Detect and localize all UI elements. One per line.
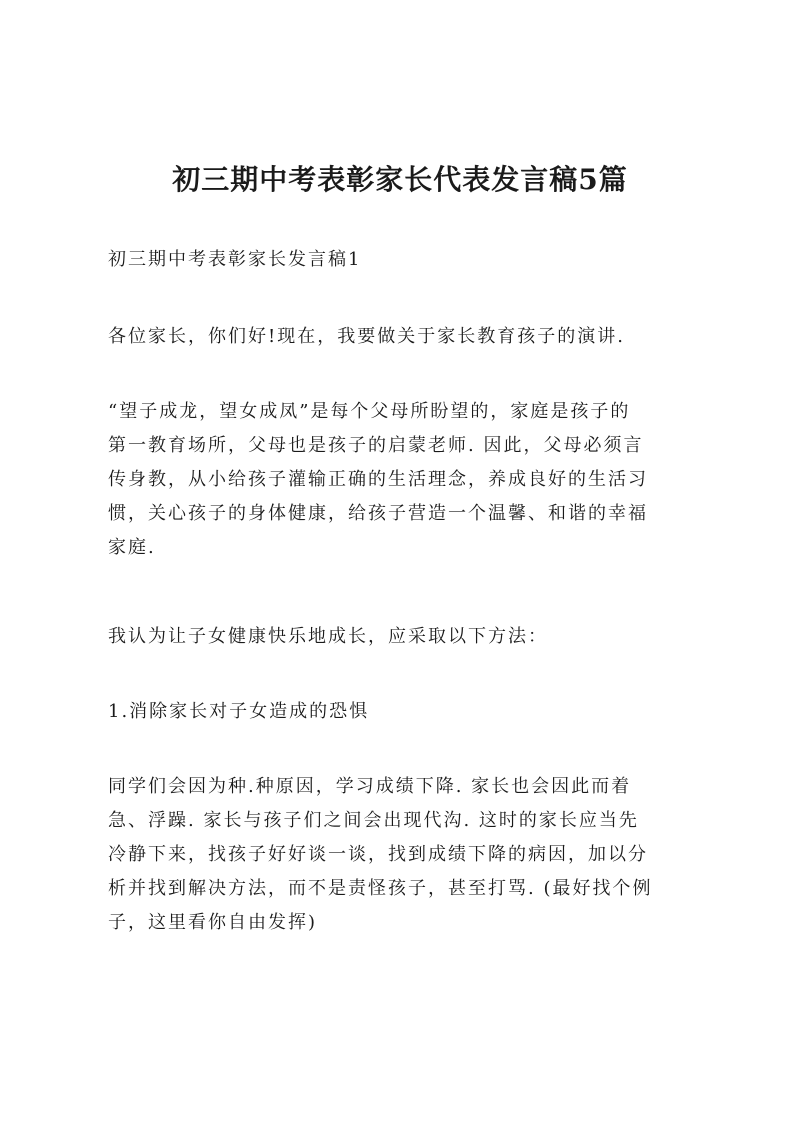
paragraph-line: 析并找到解决方法，而不是责怪孩子，甚至打骂. (最好找个例 — [108, 878, 653, 899]
greeting-paragraph: 各位家长，你们好!现在，我要做关于家长教育孩子的演讲. — [108, 326, 625, 347]
paragraph-line: 冷静下来，找孩子好好谈一谈，找到成绩下降的病因，加以分 — [108, 844, 648, 865]
paragraph-line: 同学们会因为种.种原因，学习成绩下降. 家长也会因此而着 — [108, 776, 632, 797]
section-subtitle: 初三期中考表彰家长发言稿1 — [108, 249, 362, 270]
item-body-paragraph — [108, 770, 698, 940]
paragraph-line: “望子成龙，望女成凤”是每个父母所盼望的，家庭是孩子的 — [108, 401, 631, 422]
paragraph-line: 子，这里看你自由发挥) — [108, 912, 318, 933]
paragraph-line: 家庭. — [108, 537, 156, 558]
paragraph-line: 传身教，从小给孩子灌输正确的生活理念，养成良好的生活习 — [108, 469, 648, 490]
hope-paragraph — [108, 395, 698, 565]
method-intro-paragraph: 我认为让子女健康快乐地成长，应采取以下方法： — [108, 626, 548, 647]
paragraph-line: 第一教育场所，父母也是孩子的启蒙老师. 因此，父母必须言 — [108, 435, 644, 456]
paragraph-line: 惯，关心孩子的身体健康，给孩子营造一个温馨、和谐的幸福 — [108, 503, 648, 524]
paragraph-line: 急、浮躁. 家长与孩子们之间会出现代沟. 这时的家长应当先 — [108, 810, 639, 831]
document-title: 初三期中考表彰家长代表发言稿5篇 — [172, 163, 628, 196]
item-heading: 1.消除家长对子女造成的恐惧 — [108, 701, 370, 722]
